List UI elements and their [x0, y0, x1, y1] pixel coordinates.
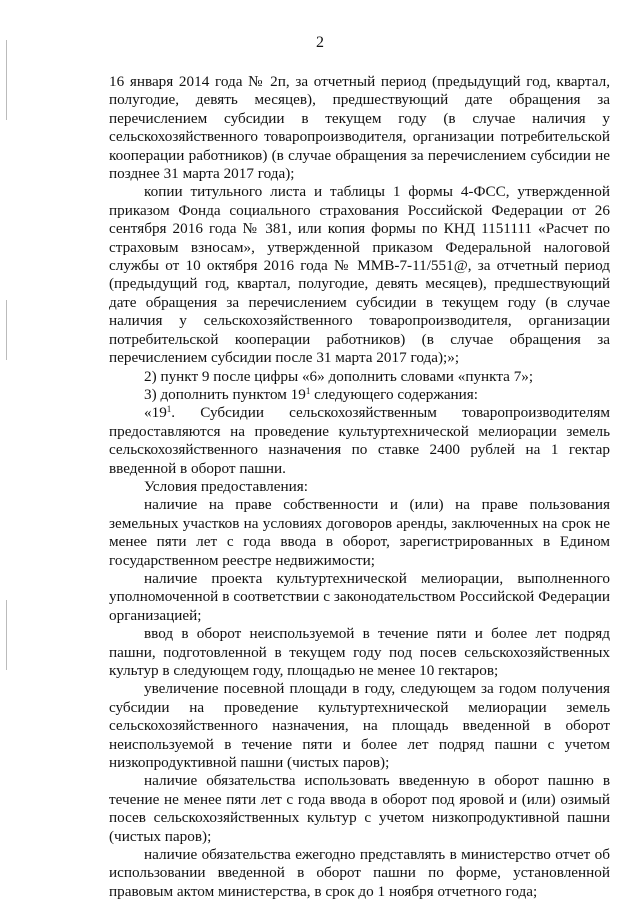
paragraph-continuation: 16 января 2014 года № 2п, за отчетный период (предыдущий год, квартал, полугодие, девять месяцев), предшествующий дате обращения за перечислением субсидии в текущем году (в случае наличия у сельскохозяйственного товаропроизводителя, организации потребительской кооперации работников) (в случае обращения за перечислением субсидии не позднее 31 марта 2017 года); — [109, 73, 610, 183]
page-number: 2 — [316, 34, 324, 51]
paragraph-condition-area: увеличение посевной площади в году, следующем за годом получения субсидии на проведение культуртехнической мелиорации земель сельскохозяйственного назначения, на площадь введенной в оборот неиспользуемой в течение пяти и более лет подряд пашни с учетом низкопродуктивной пашни (чистых паров); — [109, 680, 610, 772]
scan-margin-line — [6, 40, 7, 120]
scan-margin-line — [6, 600, 7, 670]
point-3-text-end: следующего содержания: — [310, 385, 479, 403]
paragraph-condition-land: наличие на праве собственности и (или) на праве пользования земельных участков на условиях договоров аренды, заключенных на срок не менее пяти лет с года ввода в оборот, зарегистрированных в Едином государственном реестре недвижимости; — [109, 496, 610, 569]
paragraph-condition-use: наличие обязательства использовать введенную в оборот пашню в течение не менее пяти лет с года ввода в оборот под яровой и (или) озимый посев сельскохозяйственных культур с учетом низкопродуктивной пашни (чистых паров); — [109, 772, 610, 845]
clause-text: . Субсидии сельскохозяйственным товаропроизводителям предоставляются на проведение культуртехнической мелиорации земель сельскохозяйственного назначения по ставке 2400 рублей на 1 гектар введенной в оборот пашни. — [109, 404, 610, 477]
paragraph-fss-form: копии титульного листа и таблицы 1 формы 4-ФСС, утвержденной приказом Фонда социального страхования Российской Федерации от 26 сентября 2016 года № 381, или копия формы по КНД 1151111 «Расчет по страховым взносам», утвержденной приказом Федеральной налоговой службы от 10 октября 2016 года № ММВ-7-11/551@, за отчетный период (предыдущий год, квартал, полугодие, девять месяцев), предшествующий дате обращения за перечислением субсидии в текущем году (в случае наличия у сельскохозяйственного товаропроизводителя, организации потребительской кооперации работников) (в случае обращения за перечислением субсидии после 31 марта 2017 года);»; — [109, 183, 610, 367]
paragraph-point-2: 2) пункт 9 после цифры «6» дополнить словами «пункта 7»; — [144, 367, 534, 385]
point-3-text: 3) дополнить пунктом 19 — [144, 385, 306, 403]
scan-margin-line — [6, 300, 7, 360]
paragraph-clause-19-1 — [109, 404, 610, 478]
point-3-superscript: 1 — [305, 385, 311, 396]
paragraph-point-3 — [109, 386, 610, 404]
paragraph-condition-report: наличие обязательства ежегодно представлять в министерство отчет об использовании введенной в оборот пашни по форме, установленной правовым актом министерства, в срок до 1 ноября отчетного года; — [109, 846, 610, 900]
document-body — [109, 73, 610, 901]
paragraph-condition-project: наличие проекта культуртехнической мелиорации, выполненного уполномоченной в соответствии с законодательством Российской Федерации организацией; — [109, 569, 610, 624]
paragraph-condition-input: ввод в оборот неиспользуемой в течение пяти и более лет подряд пашни, подготовленной в текущем году под посев сельскохозяйственных культур в следующем году, площадью не менее 10 гектаров; — [109, 625, 610, 679]
clause-number: «19 — [144, 404, 167, 422]
paragraph-conditions-heading: Условия предоставления: — [144, 477, 308, 495]
clause-superscript: 1 — [166, 404, 172, 415]
